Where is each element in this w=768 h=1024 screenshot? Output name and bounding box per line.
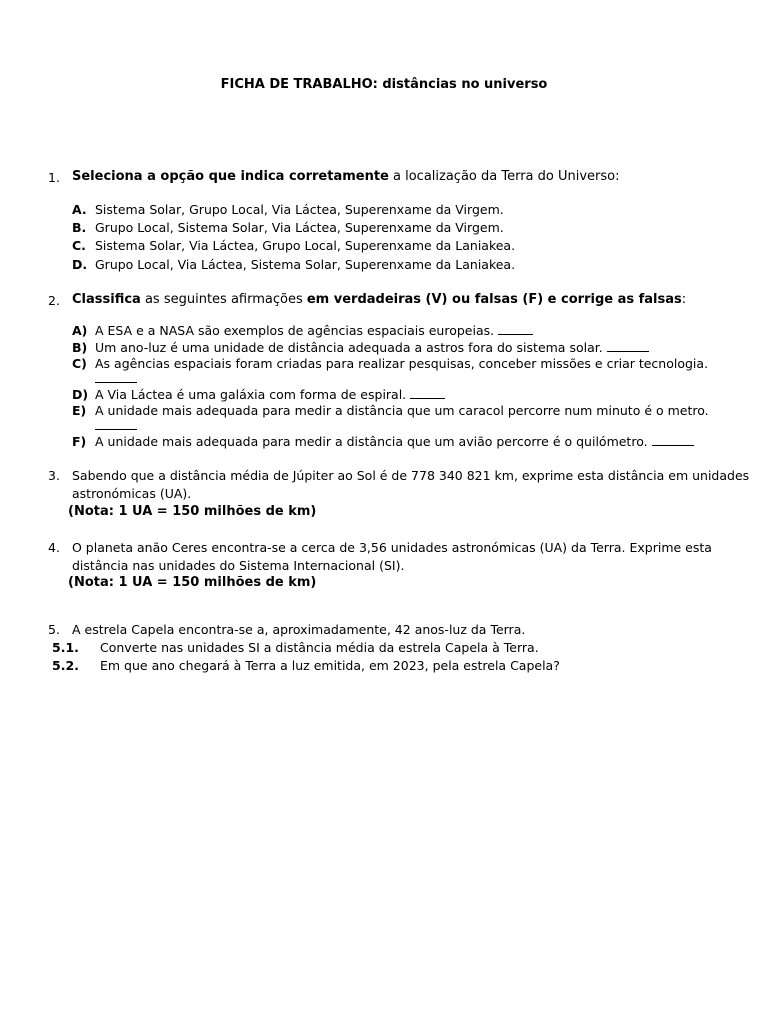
item-b <box>95 340 649 355</box>
question-5-number: 5. <box>48 622 60 637</box>
item-c-line2 <box>95 371 137 386</box>
question-4-note: (Nota: 1 UA = 150 milhões de km) <box>68 575 317 590</box>
item-a <box>95 323 533 338</box>
question-3-line1: Sabendo que a distância média de Júpiter ao Sol é de 778 340 821 km, exprime esta distância em unidades <box>72 468 750 483</box>
question-2-text-1: as seguintes afirmações <box>140 292 307 307</box>
question-4-line1: O planeta anão Ceres encontra-se a cerca de 3,56 unidades astronómicas (UA) da Terra. Exprime esta <box>72 540 712 555</box>
item-e-line2 <box>95 418 137 433</box>
item-b-letter: B) <box>72 340 88 355</box>
question-5-2-text: Em que ano chegará à Terra a luz emitida, em 2023, pela estrela Capela? <box>100 658 560 673</box>
item-a-text: A ESA e a NASA são exemplos de agências espaciais europeias. <box>95 323 495 338</box>
question-3-note: (Nota: 1 UA = 150 milhões de km) <box>68 504 317 519</box>
question-5-2-number: 5.2. <box>52 658 79 673</box>
item-c-text: As agências espaciais foram criadas para realizar pesquisas, conceber missões e criar tecnologia. <box>95 356 709 371</box>
item-b-blank[interactable] <box>607 340 649 352</box>
option-d-text: Grupo Local, Via Láctea, Sistema Solar, Superenxame da Laniakea. <box>95 257 516 272</box>
question-3-line2: astronómicas (UA). <box>72 486 192 501</box>
item-f <box>95 434 694 449</box>
question-3-number: 3. <box>48 468 60 483</box>
question-2-prompt <box>72 292 686 307</box>
option-b-text: Grupo Local, Sistema Solar, Via Láctea, Superenxame da Virgem. <box>95 220 504 235</box>
option-a-letter: A. <box>72 202 87 217</box>
item-d-blank[interactable] <box>410 387 445 399</box>
question-2-bold-1: Classifica <box>72 292 141 307</box>
option-c-letter: C. <box>72 238 86 253</box>
item-d <box>95 387 445 402</box>
item-e-text: A unidade mais adequada para medir a distância que um caracol percorre num minuto é o metro. <box>95 403 709 418</box>
question-1-number: 1. <box>48 170 60 185</box>
question-1-prompt <box>72 169 620 184</box>
item-a-blank[interactable] <box>498 323 533 335</box>
option-a-text: Sistema Solar, Grupo Local, Via Láctea, Superenxame da Virgem. <box>95 202 504 217</box>
item-f-letter: F) <box>72 434 87 449</box>
page-title: FICHA DE TRABALHO: distâncias no universo <box>220 77 548 92</box>
item-b-text: Um ano-luz é uma unidade de distância adequada a astros fora do sistema solar. <box>95 340 603 355</box>
item-d-letter: D) <box>72 387 89 402</box>
question-2-bold-2: em verdadeiras (V) ou falsas (F) e corrige as falsas <box>306 292 682 307</box>
item-a-letter: A) <box>72 323 88 338</box>
item-c-blank[interactable] <box>95 371 137 383</box>
question-1-bold: Seleciona a opção que indica corretamente <box>72 169 389 184</box>
option-d-letter: D. <box>72 257 88 272</box>
question-5-1-text: Converte nas unidades SI a distância média da estrela Capela à Terra. <box>100 640 539 655</box>
question-1-rest: a localização da Terra do Universo: <box>388 169 620 184</box>
item-c-letter: C) <box>72 356 87 371</box>
question-4-line2: distância nas unidades do Sistema Internacional (SI). <box>72 558 405 573</box>
option-c-text: Sistema Solar, Via Láctea, Grupo Local, Superenxame da Laniakea. <box>95 238 516 253</box>
question-2-number: 2. <box>48 293 60 308</box>
option-b-letter: B. <box>72 220 87 235</box>
item-e-letter: E) <box>72 403 87 418</box>
question-4-number: 4. <box>48 540 60 555</box>
item-f-text: A unidade mais adequada para medir a distância que um avião percorre é o quilómetro. <box>95 434 648 449</box>
item-e-blank[interactable] <box>95 418 137 430</box>
question-5-1-number: 5.1. <box>52 640 79 655</box>
question-5-text: A estrela Capela encontra-se a, aproximadamente, 42 anos-luz da Terra. <box>72 622 526 637</box>
item-d-text: A Via Láctea é uma galáxia com forma de espiral. <box>95 387 407 402</box>
question-2-text-2: : <box>681 292 687 307</box>
item-f-blank[interactable] <box>652 434 694 446</box>
